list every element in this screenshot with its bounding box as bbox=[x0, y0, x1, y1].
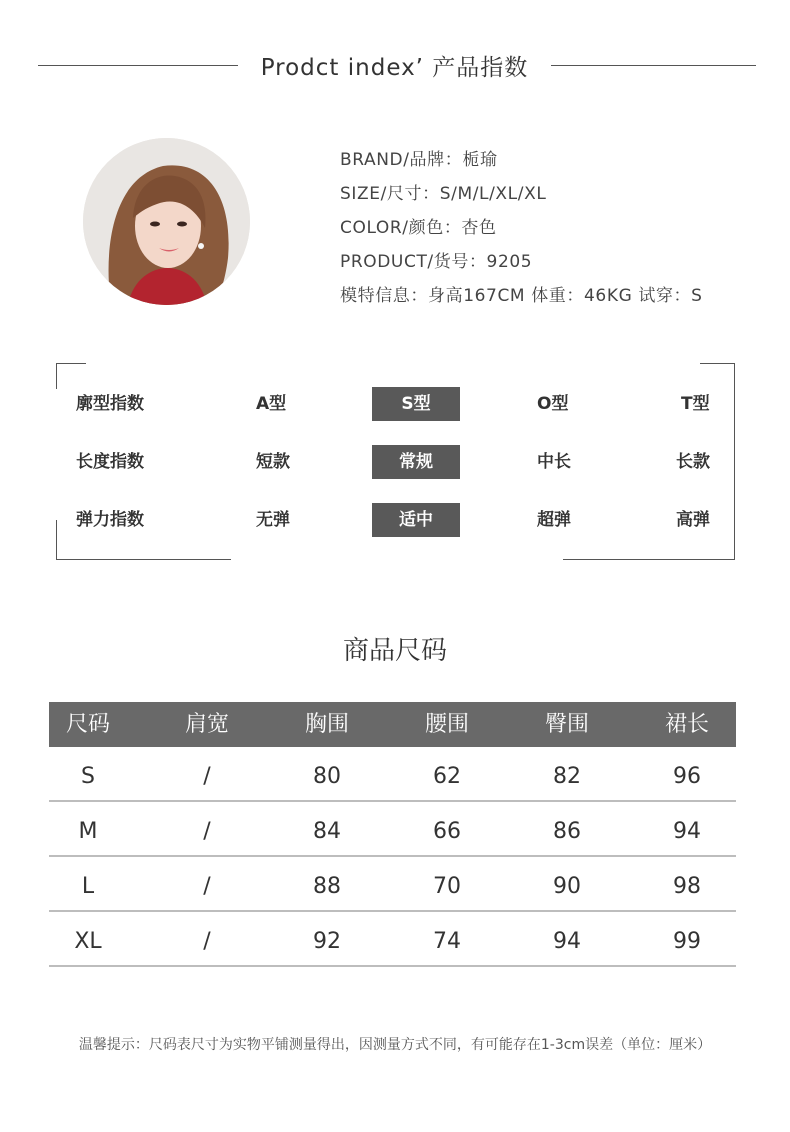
index-option: 短款 bbox=[256, 452, 290, 472]
measurement-note: 温馨提示：尺码表尺寸为实物平铺测量得出，因测量方式不同，有可能存在1-3cm误差（单位：厘米） bbox=[78, 1037, 712, 1053]
header-divider-right bbox=[551, 65, 756, 66]
column-header: 裙长 bbox=[664, 712, 709, 737]
bust-cell: 92 bbox=[313, 929, 341, 954]
index-option: O型 bbox=[537, 394, 569, 414]
shoulder-cell: / bbox=[203, 929, 211, 954]
model-info: 模特信息：身高167CM 体重：46KG 试穿：S bbox=[340, 286, 703, 306]
size-section-title: 商品尺码 bbox=[342, 636, 447, 666]
index-option: 高弹 bbox=[676, 510, 710, 530]
index-option: 超弹 bbox=[537, 510, 571, 530]
hip-cell: 82 bbox=[553, 764, 581, 789]
table-row bbox=[49, 912, 736, 967]
table-row bbox=[49, 747, 736, 802]
hip-cell: 90 bbox=[553, 874, 581, 899]
column-header: 肩宽 bbox=[184, 712, 229, 737]
length-cell: 96 bbox=[673, 764, 701, 789]
corner-bottom-left-h bbox=[56, 559, 231, 560]
index-option: T型 bbox=[681, 394, 710, 414]
color-info: COLOR/颜色：杏色 bbox=[340, 218, 497, 238]
index-label: 长度指数 bbox=[76, 452, 144, 472]
product-info-list bbox=[340, 146, 703, 316]
size-info: SIZE/尺寸：S/M/L/XL/XL bbox=[340, 184, 547, 204]
index-option: 无弹 bbox=[256, 510, 290, 530]
bust-cell: 88 bbox=[313, 874, 341, 899]
corner-top-right-h bbox=[700, 363, 735, 364]
bust-cell: 80 bbox=[313, 764, 341, 789]
column-header: 臀围 bbox=[544, 712, 589, 737]
size-cell: L bbox=[81, 874, 95, 899]
index-row-length bbox=[0, 445, 790, 479]
corner-top-left-v bbox=[56, 363, 57, 389]
index-option: 中长 bbox=[537, 452, 571, 472]
column-header: 尺码 bbox=[65, 712, 110, 737]
shoulder-cell: / bbox=[203, 874, 211, 899]
index-label: 廓型指数 bbox=[76, 394, 144, 414]
corner-bottom-right-h bbox=[563, 559, 735, 560]
waist-cell: 74 bbox=[433, 929, 461, 954]
table-row bbox=[49, 802, 736, 857]
index-option-selected: 适中 bbox=[372, 503, 460, 537]
waist-cell: 62 bbox=[433, 764, 461, 789]
brand-info: BRAND/品牌：栀瑜 bbox=[340, 150, 498, 170]
shoulder-cell: / bbox=[203, 819, 211, 844]
shoulder-cell: / bbox=[203, 764, 211, 789]
table-row bbox=[49, 857, 736, 912]
product-index-box bbox=[0, 360, 790, 565]
page-title: Prodct index’ 产品指数 bbox=[260, 55, 529, 81]
product-code-info: PRODUCT/货号：9205 bbox=[340, 252, 533, 272]
corner-top-left-h bbox=[56, 363, 86, 364]
index-option: A型 bbox=[256, 394, 287, 414]
model-portrait-image bbox=[83, 138, 250, 305]
index-label: 弹力指数 bbox=[76, 510, 144, 530]
bust-cell: 84 bbox=[313, 819, 341, 844]
index-option-selected: 常规 bbox=[372, 445, 460, 479]
size-cell: M bbox=[78, 819, 98, 844]
length-cell: 94 bbox=[673, 819, 701, 844]
hip-cell: 86 bbox=[553, 819, 581, 844]
product-index-header bbox=[0, 40, 790, 90]
index-option: 长款 bbox=[676, 452, 710, 472]
model-avatar bbox=[83, 138, 250, 305]
size-cell: S bbox=[81, 764, 95, 789]
size-table-header bbox=[49, 702, 736, 747]
index-option-selected: S型 bbox=[372, 387, 460, 421]
column-header: 腰围 bbox=[424, 712, 469, 737]
length-cell: 98 bbox=[673, 874, 701, 899]
index-row-silhouette bbox=[0, 387, 790, 421]
hip-cell: 94 bbox=[553, 929, 581, 954]
column-header: 胸围 bbox=[304, 712, 349, 737]
header-divider-left bbox=[38, 65, 238, 66]
index-row-elasticity bbox=[0, 503, 790, 537]
waist-cell: 70 bbox=[433, 874, 461, 899]
length-cell: 99 bbox=[673, 929, 701, 954]
size-table bbox=[49, 702, 736, 967]
waist-cell: 66 bbox=[433, 819, 461, 844]
size-cell: XL bbox=[74, 929, 102, 954]
